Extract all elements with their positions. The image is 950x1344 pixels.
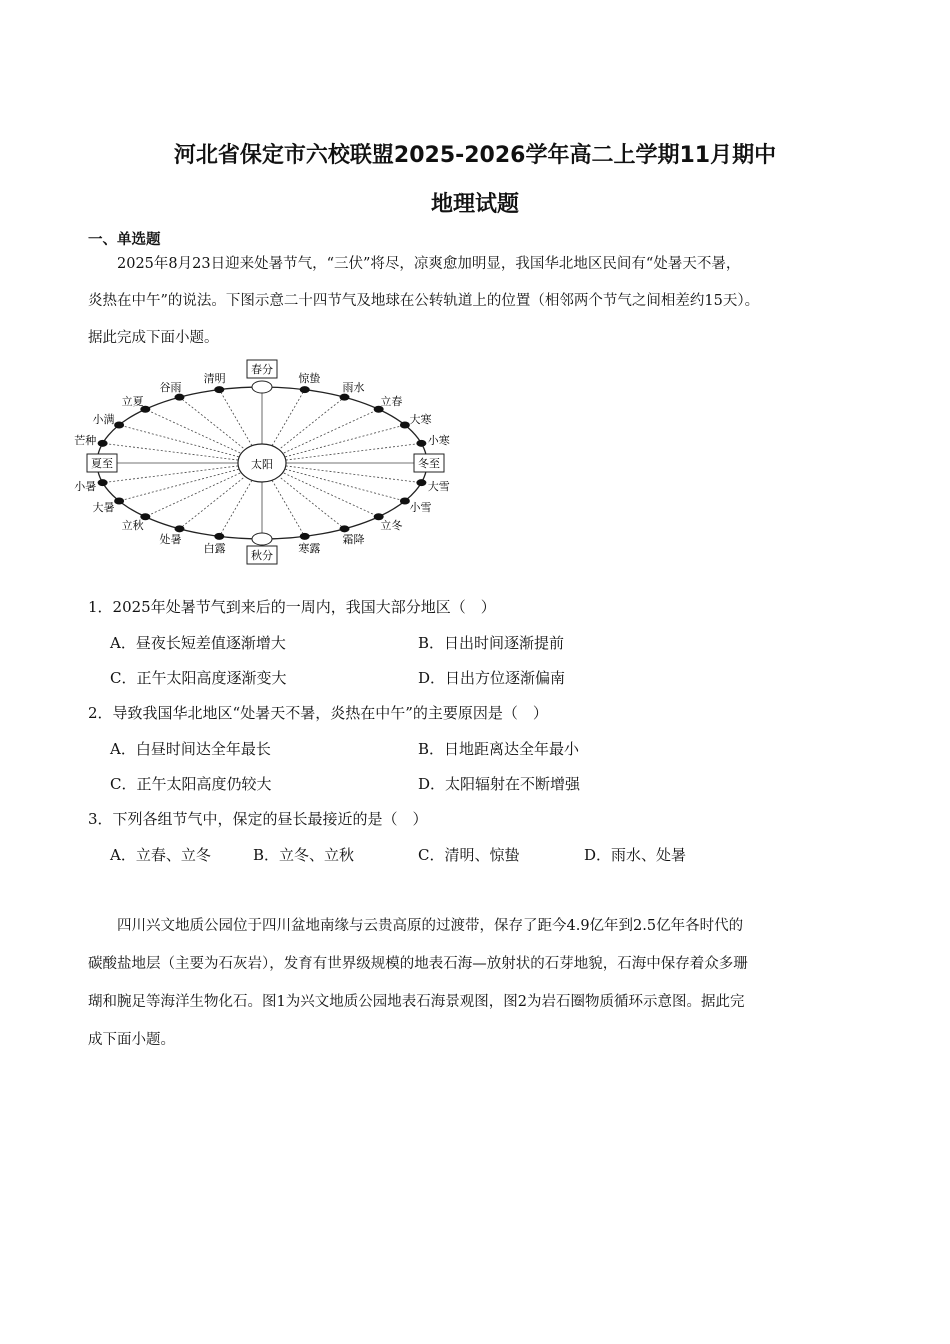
earth-position: [214, 533, 224, 540]
question-2-option-c: C．正午太阳高度仍较大: [110, 775, 272, 793]
solar-term-label: 立夏: [121, 394, 144, 408]
solar-term-label: 小暑: [74, 479, 97, 493]
earth-position: [175, 525, 185, 532]
solar-term-label: 寒露: [298, 542, 321, 556]
question-2-option-d: D．太阳辐射在不断增强: [418, 775, 581, 793]
label-spring-equinox: 春分: [251, 363, 273, 376]
solar-term-label: 立冬: [380, 519, 403, 533]
earth-position: [300, 533, 310, 540]
solar-term-label: 惊蛰: [298, 371, 321, 385]
earth-position: [214, 386, 224, 393]
earth-position: [175, 394, 185, 401]
solar-term-label: 大暑: [92, 501, 115, 514]
earth-position-key: [252, 381, 272, 393]
earth-position: [416, 440, 426, 447]
question-2-option-b: B．日地距离达全年最小: [418, 740, 580, 758]
question-2-option-a: A．白昼时间达全年最长: [110, 740, 271, 758]
earth-position: [400, 422, 410, 429]
earth-position: [98, 440, 108, 447]
question-2-stem: 2．导致我国华北地区“处暑天不暑，炎热在中午”的主要原因是（ ）: [88, 704, 548, 722]
earth-position: [400, 498, 410, 505]
intro-line: 2025年8月23日迎来处暑节气，“三伏”将尽，凉爽愈加明显，我国华北地区民间有“处暑天不暑，: [117, 256, 741, 272]
passage-line: 瑚和腕足等海洋生物化石。图1为兴文地质公园地表石海景观图，图2为岩石圈物质循环示意图。据此完: [88, 994, 745, 1010]
label-winter-solstice: 冬至: [418, 457, 440, 470]
solar-term-label: 谷雨: [159, 380, 182, 394]
question-1-option-a: A．昼夜长短差值逐渐增大: [110, 634, 286, 652]
passage-line: 成下面小题。: [88, 1032, 175, 1048]
passage-line: 四川兴文地质公园位于四川盆地南缘与云贵高原的过渡带，保存了距今4.9亿年到2.5亿年各时代的: [117, 918, 744, 934]
solar-term-label: 大雪: [427, 479, 450, 493]
label-summer-solstice: 夏至: [91, 457, 113, 470]
earth-position: [340, 394, 350, 401]
intro-line: 炎热在中午”的说法。下图示意二十四节气及地球在公转轨道上的位置（相邻两个节气之间相差约15天）。: [88, 293, 760, 309]
earth-position: [340, 525, 350, 532]
label-autumn-equinox: 秋分: [251, 549, 273, 562]
solar-term-label: 处暑: [159, 533, 182, 547]
question-1-stem: 1．2025年处暑节气到来后的一周内，我国大部分地区（ ）: [88, 598, 496, 616]
solar-term-label: 小雪: [409, 501, 432, 514]
solar-term-label: 小满: [92, 413, 115, 426]
page-subtitle: 地理试题: [430, 192, 519, 217]
solar-terms-diagram: [74, 358, 450, 568]
question-3-stem: 3．下列各组节气中，保定的昼长最接近的是（ ）: [88, 810, 428, 828]
sun-label: 太阳: [251, 458, 273, 471]
solar-term-label: 小寒: [427, 434, 450, 448]
question-1-option-b: B．日出时间逐渐提前: [418, 634, 565, 652]
solar-term-label: 大寒: [409, 413, 432, 426]
intro-paragraph: [88, 246, 868, 357]
solar-term-label: 芒种: [74, 434, 97, 448]
question-3-option-a: A．立春、立冬: [110, 846, 211, 864]
intro-line: 据此完成下面小题。: [88, 330, 219, 346]
earth-position: [300, 386, 310, 393]
solar-term-label: 霜降: [342, 533, 365, 547]
solar-term-label: 立秋: [121, 519, 144, 533]
earth-position-key: [252, 533, 272, 545]
solar-term-label: 白露: [203, 542, 226, 556]
earth-position: [114, 422, 124, 429]
page-title: 河北省保定市六校联盟2025-2026学年高二上学期11月期中: [173, 143, 777, 168]
solar-term-label: 雨水: [342, 380, 365, 394]
solar-term-label: 立春: [380, 394, 403, 408]
question-1-option-c: C．正午太阳高度逐渐变大: [110, 669, 287, 687]
question-3-option-b: B．立冬、立秋: [253, 846, 355, 864]
passage-line: 碳酸盐地层（主要为石灰岩），发育有世界级规模的地表石海—放射状的石芽地貌，石海中保存着众多珊: [88, 956, 748, 972]
passage-2: [88, 907, 868, 1059]
question-3-option-d: D．雨水、处暑: [584, 846, 687, 864]
question-1-option-d: D．日出方位逐渐偏南: [418, 669, 566, 687]
earth-position: [98, 479, 108, 486]
solar-term-label: 清明: [203, 371, 226, 385]
question-3-option-c: C．清明、惊蛰: [418, 846, 520, 864]
section-heading: 一、单选题: [88, 232, 161, 248]
earth-position: [416, 479, 426, 486]
earth-position: [114, 498, 124, 505]
